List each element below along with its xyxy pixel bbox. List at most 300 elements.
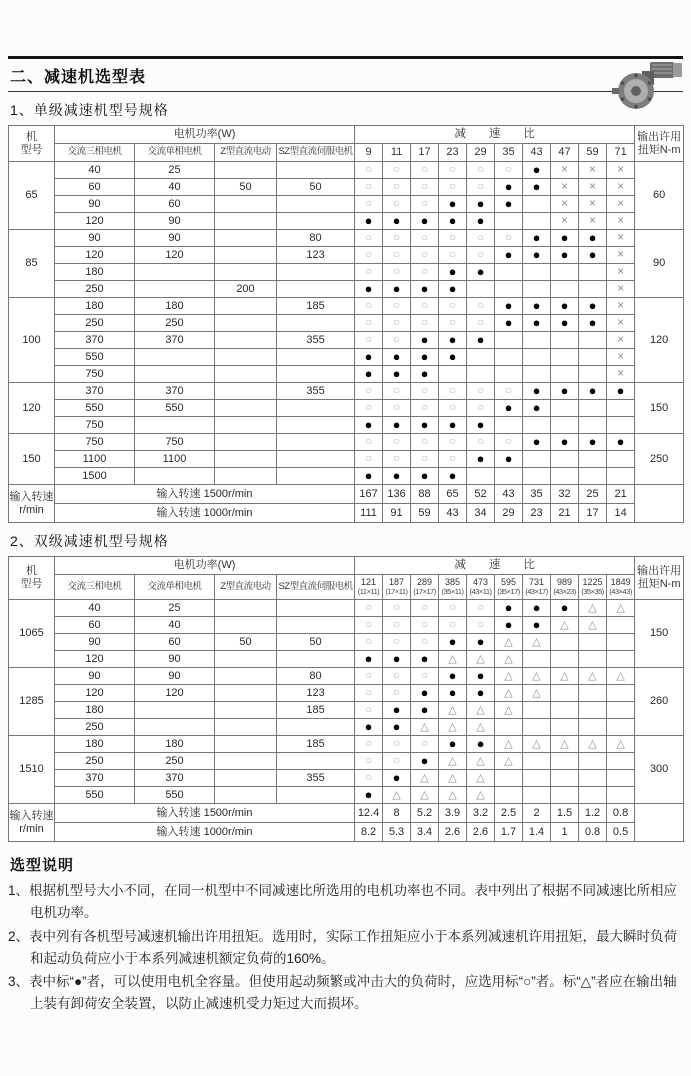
power-zdc-cell: [215, 366, 277, 383]
availability-cell: ○: [411, 400, 439, 417]
availability-cell: [551, 468, 579, 485]
power-szdc-cell: [277, 617, 355, 634]
availability-cell: ×: [607, 213, 635, 230]
availability-cell: [523, 366, 551, 383]
availability-cell: ●: [495, 400, 523, 417]
header-ratio-col: 989 (43×23): [551, 575, 579, 600]
header-torque: 输出许用 扭矩N-m: [635, 126, 684, 162]
title-underline: [8, 91, 683, 92]
power-1phase-cell: 25: [135, 600, 215, 617]
availability-cell: ×: [607, 315, 635, 332]
availability-cell: △: [551, 668, 579, 685]
availability-cell: ×: [551, 162, 579, 179]
availability-cell: △: [467, 719, 495, 736]
power-1phase-cell: 370: [135, 383, 215, 400]
power-zdc-cell: [215, 162, 277, 179]
availability-cell: ×: [579, 213, 607, 230]
power-zdc-cell: [215, 213, 277, 230]
power-szdc-cell: [277, 600, 355, 617]
header-ratio-col: 289 (17×17): [411, 575, 439, 600]
torque-cell: 260: [635, 668, 684, 736]
availability-cell: [551, 651, 579, 668]
power-szdc-cell: [277, 213, 355, 230]
availability-cell: ×: [579, 196, 607, 213]
availability-cell: [579, 719, 607, 736]
footer-input-speed-label: 输入转速 r/min: [9, 485, 55, 523]
availability-cell: [551, 400, 579, 417]
availability-cell: △: [467, 702, 495, 719]
power-szdc-cell: [277, 162, 355, 179]
availability-cell: [607, 685, 635, 702]
torque-cell: 300: [635, 736, 684, 804]
availability-cell: ●: [439, 417, 467, 434]
availability-cell: ○: [383, 247, 411, 264]
power-szdc-cell: [277, 264, 355, 281]
availability-cell: △: [439, 702, 467, 719]
output-speed-value-cell: 167: [355, 485, 383, 504]
availability-cell: [523, 719, 551, 736]
header-power-col: 交流三相电机: [55, 575, 135, 600]
availability-cell: [579, 468, 607, 485]
availability-cell: △: [411, 787, 439, 804]
power-3phase-cell: 180: [55, 264, 135, 281]
availability-cell: ×: [607, 264, 635, 281]
page-title: 二、减速机选型表: [10, 69, 147, 86]
availability-cell: △: [467, 651, 495, 668]
power-3phase-cell: 370: [55, 383, 135, 400]
power-zdc-cell: [215, 196, 277, 213]
power-szdc-cell: [277, 315, 355, 332]
availability-cell: △: [495, 668, 523, 685]
availability-cell: ●: [383, 719, 411, 736]
availability-cell: ●: [467, 634, 495, 651]
power-szdc-cell: 355: [277, 383, 355, 400]
power-zdc-cell: [215, 600, 277, 617]
output-speed-value-cell: 91: [383, 504, 411, 523]
power-zdc-cell: [215, 719, 277, 736]
availability-cell: ○: [439, 383, 467, 400]
availability-cell: ○: [439, 451, 467, 468]
availability-cell: ●: [607, 434, 635, 451]
availability-cell: ○: [355, 736, 383, 753]
power-zdc-cell: [215, 298, 277, 315]
output-speed-value-cell: 1: [551, 823, 579, 842]
availability-cell: [607, 400, 635, 417]
availability-cell: △: [551, 736, 579, 753]
availability-cell: [495, 264, 523, 281]
power-1phase-cell: 550: [135, 400, 215, 417]
availability-cell: [551, 634, 579, 651]
availability-cell: ○: [383, 434, 411, 451]
power-szdc-cell: [277, 468, 355, 485]
availability-cell: △: [495, 736, 523, 753]
availability-cell: ○: [411, 634, 439, 651]
power-1phase-cell: 90: [135, 230, 215, 247]
availability-cell: ●: [523, 400, 551, 417]
availability-cell: ○: [355, 196, 383, 213]
power-zdc-cell: [215, 417, 277, 434]
footer-empty-cell: [635, 804, 684, 842]
availability-cell: ●: [579, 315, 607, 332]
availability-cell: [467, 349, 495, 366]
availability-cell: ○: [411, 451, 439, 468]
availability-cell: [579, 349, 607, 366]
availability-cell: ●: [411, 651, 439, 668]
availability-cell: ○: [467, 179, 495, 196]
model-cell: 1510: [9, 736, 55, 804]
power-3phase-cell: 40: [55, 600, 135, 617]
power-szdc-cell: 355: [277, 770, 355, 787]
single-stage-table-container: [8, 125, 683, 523]
header-ratio-col: 47: [551, 144, 579, 162]
output-speed-value-cell: 2: [523, 804, 551, 823]
availability-cell: ×: [607, 247, 635, 264]
single-stage-table: [8, 125, 684, 523]
availability-cell: ○: [355, 298, 383, 315]
availability-cell: ×: [607, 162, 635, 179]
availability-cell: △: [579, 600, 607, 617]
availability-cell: ●: [495, 451, 523, 468]
availability-cell: [579, 787, 607, 804]
power-3phase-cell: 180: [55, 298, 135, 315]
availability-cell: [523, 451, 551, 468]
top-divider: [8, 56, 683, 59]
availability-cell: ○: [411, 247, 439, 264]
power-3phase-cell: 90: [55, 196, 135, 213]
model-cell: 65: [9, 162, 55, 230]
availability-cell: [551, 770, 579, 787]
availability-cell: ●: [383, 651, 411, 668]
availability-cell: [607, 702, 635, 719]
availability-cell: [467, 468, 495, 485]
power-zdc-cell: [215, 315, 277, 332]
output-speed-value-cell: 34: [467, 504, 495, 523]
power-szdc-cell: [277, 451, 355, 468]
availability-cell: ●: [439, 264, 467, 281]
availability-cell: ○: [495, 434, 523, 451]
torque-cell: 150: [635, 600, 684, 668]
power-zdc-cell: [215, 770, 277, 787]
header-ratio-col: 71: [607, 144, 635, 162]
power-1phase-cell: [135, 366, 215, 383]
availability-cell: ○: [355, 264, 383, 281]
power-szdc-cell: [277, 651, 355, 668]
header-ratio-group: 减 速 比: [355, 557, 635, 575]
availability-cell: [551, 685, 579, 702]
availability-cell: [495, 213, 523, 230]
availability-cell: ○: [355, 315, 383, 332]
power-3phase-cell: 180: [55, 702, 135, 719]
power-szdc-cell: 185: [277, 736, 355, 753]
availability-cell: [579, 702, 607, 719]
output-speed-value-cell: 32: [551, 485, 579, 504]
availability-cell: [551, 753, 579, 770]
table1-title: 1、单级减速机型号规格: [10, 102, 169, 118]
availability-cell: △: [579, 736, 607, 753]
availability-cell: ●: [467, 264, 495, 281]
availability-cell: ○: [383, 736, 411, 753]
catalog-page: [0, 56, 691, 1076]
power-zdc-cell: [215, 787, 277, 804]
power-1phase-cell: [135, 719, 215, 736]
power-3phase-cell: 120: [55, 247, 135, 264]
availability-cell: ○: [439, 617, 467, 634]
header-ratio-col: 11: [383, 144, 411, 162]
availability-cell: ●: [523, 617, 551, 634]
availability-cell: [607, 451, 635, 468]
availability-cell: ●: [383, 366, 411, 383]
note-item: 1、根据机型号大小不同，在同一机型中不同减速比所选用的电机功率也不同。表中列出了根据不同减速比所相应电机功率。: [8, 883, 678, 921]
output-speed-value-cell: 29: [495, 504, 523, 523]
availability-cell: [551, 349, 579, 366]
output-speed-value-cell: 3.4: [411, 823, 439, 842]
availability-cell: ×: [607, 366, 635, 383]
availability-cell: [467, 366, 495, 383]
availability-cell: ●: [495, 600, 523, 617]
availability-cell: ○: [383, 196, 411, 213]
torque-cell: 60: [635, 162, 684, 230]
availability-cell: [523, 753, 551, 770]
availability-cell: ○: [411, 600, 439, 617]
availability-cell: ○: [383, 668, 411, 685]
power-1phase-cell: 25: [135, 162, 215, 179]
availability-cell: ○: [439, 298, 467, 315]
availability-cell: △: [523, 736, 551, 753]
header-model: 机 型号: [9, 557, 55, 600]
header-power-col: 交流单相电机: [135, 144, 215, 162]
availability-cell: △: [607, 736, 635, 753]
availability-cell: ○: [383, 617, 411, 634]
availability-cell: ○: [355, 451, 383, 468]
availability-cell: ○: [355, 685, 383, 702]
output-speed-value-cell: 35: [523, 485, 551, 504]
availability-cell: [523, 468, 551, 485]
power-3phase-cell: 550: [55, 400, 135, 417]
availability-cell: ○: [411, 434, 439, 451]
output-speed-value-cell: 136: [383, 485, 411, 504]
availability-cell: ○: [355, 247, 383, 264]
availability-cell: ○: [495, 162, 523, 179]
availability-cell: [523, 264, 551, 281]
availability-cell: [551, 719, 579, 736]
header-ratio-col: 23: [439, 144, 467, 162]
power-3phase-cell: 90: [55, 230, 135, 247]
availability-cell: ○: [383, 451, 411, 468]
availability-cell: ●: [355, 213, 383, 230]
availability-cell: ×: [607, 332, 635, 349]
availability-cell: ○: [411, 230, 439, 247]
power-1phase-cell: [135, 349, 215, 366]
availability-cell: ○: [467, 230, 495, 247]
availability-cell: ●: [439, 685, 467, 702]
output-speed-value-cell: 8: [383, 804, 411, 823]
output-speed-value-cell: 52: [467, 485, 495, 504]
availability-cell: ●: [411, 281, 439, 298]
availability-cell: [523, 281, 551, 298]
availability-cell: ×: [579, 179, 607, 196]
availability-cell: ○: [411, 179, 439, 196]
torque-cell: 150: [635, 383, 684, 434]
availability-cell: ●: [467, 685, 495, 702]
availability-cell: [607, 753, 635, 770]
table2-title: 2、双级减速机型号规格: [10, 533, 169, 549]
power-1phase-cell: 370: [135, 770, 215, 787]
availability-cell: [523, 651, 551, 668]
availability-cell: ●: [383, 281, 411, 298]
availability-cell: [607, 634, 635, 651]
availability-cell: ●: [551, 298, 579, 315]
availability-cell: ●: [439, 281, 467, 298]
availability-cell: [607, 770, 635, 787]
header-ratio-col: 187 (17×11): [383, 575, 411, 600]
power-3phase-cell: 180: [55, 736, 135, 753]
availability-cell: [523, 332, 551, 349]
availability-cell: ●: [495, 179, 523, 196]
availability-cell: △: [467, 787, 495, 804]
header-power-group: 电机功率(W): [55, 557, 355, 575]
power-1phase-cell: 40: [135, 617, 215, 634]
output-speed-value-cell: 3.9: [439, 804, 467, 823]
availability-cell: ○: [439, 315, 467, 332]
power-szdc-cell: 80: [277, 230, 355, 247]
availability-cell: ●: [355, 719, 383, 736]
power-3phase-cell: 1100: [55, 451, 135, 468]
power-3phase-cell: 120: [55, 685, 135, 702]
availability-cell: ○: [383, 383, 411, 400]
availability-cell: ●: [439, 736, 467, 753]
availability-cell: ●: [551, 315, 579, 332]
model-cell: 85: [9, 230, 55, 298]
header-torque: 输出许用 扭矩N-m: [635, 557, 684, 600]
power-szdc-cell: [277, 366, 355, 383]
availability-cell: [523, 702, 551, 719]
power-zdc-cell: [215, 332, 277, 349]
availability-cell: ●: [383, 702, 411, 719]
availability-cell: ●: [467, 736, 495, 753]
power-1phase-cell: 250: [135, 315, 215, 332]
availability-cell: ○: [355, 332, 383, 349]
availability-cell: ○: [383, 162, 411, 179]
availability-cell: ●: [523, 230, 551, 247]
gearmotor-photo: [612, 59, 686, 113]
availability-cell: ●: [411, 685, 439, 702]
torque-cell: 90: [635, 230, 684, 298]
availability-cell: △: [439, 770, 467, 787]
availability-cell: ●: [495, 298, 523, 315]
power-3phase-cell: 750: [55, 417, 135, 434]
availability-cell: ○: [355, 634, 383, 651]
power-zdc-cell: 200: [215, 281, 277, 298]
availability-cell: ●: [579, 230, 607, 247]
output-speed-value-cell: 0.5: [607, 823, 635, 842]
availability-cell: ●: [523, 434, 551, 451]
power-zdc-cell: [215, 753, 277, 770]
power-3phase-cell: 370: [55, 770, 135, 787]
availability-cell: [551, 281, 579, 298]
output-speed-value-cell: 17: [579, 504, 607, 523]
availability-cell: ○: [439, 434, 467, 451]
output-speed-value-cell: 12.4: [355, 804, 383, 823]
availability-cell: ×: [579, 162, 607, 179]
power-zdc-cell: [215, 651, 277, 668]
power-szdc-cell: [277, 719, 355, 736]
availability-cell: ○: [355, 668, 383, 685]
availability-cell: [607, 651, 635, 668]
header-ratio-col: 17: [411, 144, 439, 162]
availability-cell: ●: [411, 468, 439, 485]
power-3phase-cell: 40: [55, 162, 135, 179]
power-zdc-cell: [215, 617, 277, 634]
availability-cell: ●: [523, 600, 551, 617]
header-ratio-col: 1849 (43×43): [607, 575, 635, 600]
power-3phase-cell: 250: [55, 753, 135, 770]
header-power-col: Z型直流电动: [215, 144, 277, 162]
header-power-col: 交流单相电机: [135, 575, 215, 600]
availability-cell: [579, 400, 607, 417]
output-speed-value-cell: 5.2: [411, 804, 439, 823]
power-zdc-cell: [215, 349, 277, 366]
output-speed-value-cell: 2.6: [439, 823, 467, 842]
power-1phase-cell: 120: [135, 247, 215, 264]
availability-cell: ●: [523, 179, 551, 196]
availability-cell: ○: [355, 600, 383, 617]
availability-cell: ●: [355, 468, 383, 485]
footer-input-speed-label: 输入转速 r/min: [9, 804, 55, 842]
power-szdc-cell: [277, 281, 355, 298]
power-1phase-cell: 60: [135, 196, 215, 213]
power-szdc-cell: 50: [277, 179, 355, 196]
power-1phase-cell: [135, 417, 215, 434]
power-3phase-cell: 60: [55, 179, 135, 196]
availability-cell: ●: [551, 434, 579, 451]
availability-cell: [523, 213, 551, 230]
availability-cell: ○: [383, 685, 411, 702]
power-zdc-cell: [215, 702, 277, 719]
power-3phase-cell: 250: [55, 315, 135, 332]
availability-cell: [579, 366, 607, 383]
power-szdc-cell: [277, 434, 355, 451]
power-1phase-cell: 120: [135, 685, 215, 702]
availability-cell: [607, 417, 635, 434]
availability-cell: △: [411, 719, 439, 736]
availability-cell: ●: [523, 162, 551, 179]
availability-cell: △: [495, 634, 523, 651]
availability-cell: [495, 417, 523, 434]
power-szdc-cell: 185: [277, 702, 355, 719]
availability-cell: ×: [607, 281, 635, 298]
double-stage-table: [8, 556, 684, 842]
selection-notes: [8, 880, 683, 1016]
availability-cell: ○: [439, 600, 467, 617]
availability-cell: ○: [467, 315, 495, 332]
power-szdc-cell: [277, 196, 355, 213]
availability-cell: ○: [467, 617, 495, 634]
availability-cell: ○: [383, 315, 411, 332]
power-szdc-cell: 50: [277, 634, 355, 651]
availability-cell: [551, 332, 579, 349]
availability-cell: [523, 417, 551, 434]
availability-cell: ●: [411, 332, 439, 349]
availability-cell: ●: [411, 702, 439, 719]
power-1phase-cell: 40: [135, 179, 215, 196]
availability-cell: ●: [579, 383, 607, 400]
availability-cell: ●: [355, 281, 383, 298]
availability-cell: ●: [411, 349, 439, 366]
availability-cell: ×: [551, 213, 579, 230]
availability-cell: ●: [467, 417, 495, 434]
availability-cell: ●: [523, 383, 551, 400]
note-item: 2、表中列有各机型号减速机输出许用扭矩。选用时，实际工作扭矩应小于本系列减速机许用扭矩，最大瞬时负荷和起动负荷应小于本系列减速机额定负荷的160%。: [8, 928, 678, 966]
